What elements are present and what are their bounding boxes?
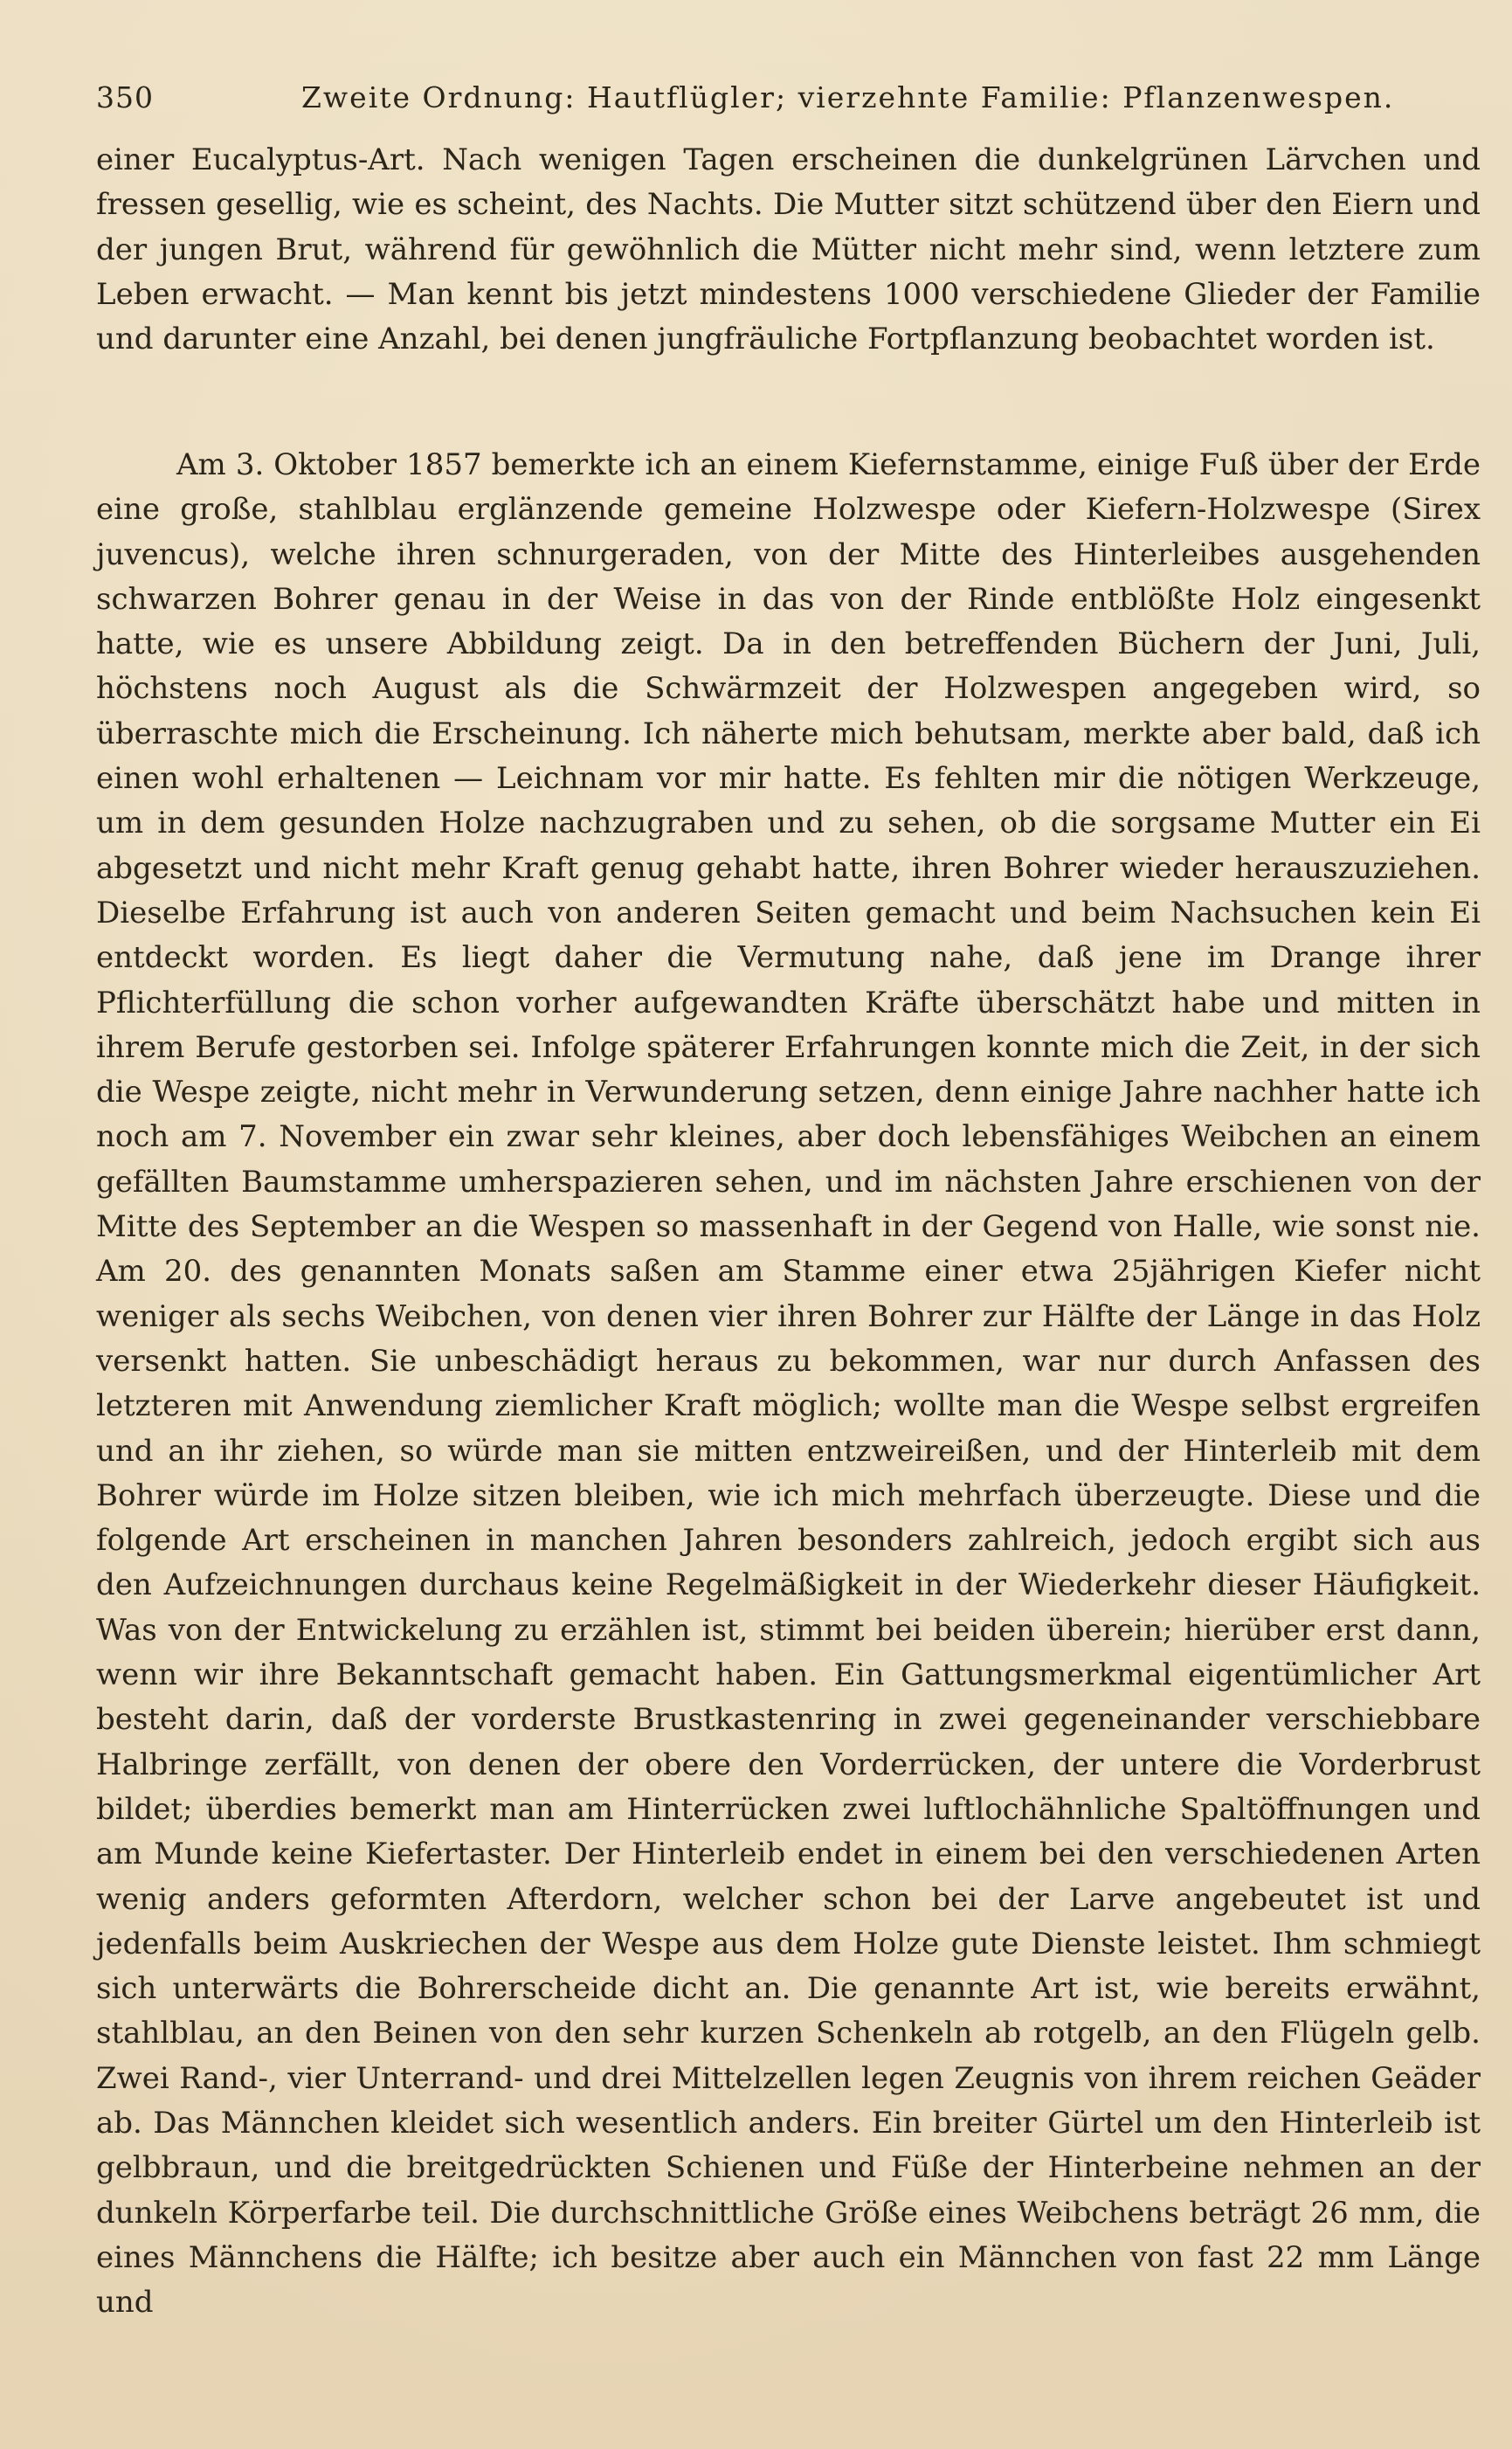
paragraph-continuation: einer Eucalyptus-Art. Nach wenigen Tagen erscheinen die dunkelgrünen Lärvchen und fressen gesellig, wie es scheint, des Nachts. Die Mutter sitzt schützend über den Eiern und der jungen Brut, während für gewöhnlich die Mütter nicht mehr sind, wenn letztere zum Leben erwacht. — Man kennt bis jetzt mindestens 1000 verschiedene Glieder der Familie und darunter eine Anzahl, bei denen jungfräuliche Fortpflanzung beobachtet worden ist. [96,142,1481,357]
paragraph-sirex-juvencus: Am 3. Oktober 1857 bemerkte ich an einem Kiefernstamme, einige Fuß über der Erde eine große, stahlblau erglänzende gemeine Holzwespe oder Kiefern-Holzwespe (Sirex juvencus), welche ihren schnurgeraden, von der Mitte des Hinterleibes ausgehenden schwarzen Bohrer genau in der Weise in das von der Rinde entblößte Holz eingesenkt hatte, wie es unsere Abbildung zeigt. Da in den betreffenden Büchern der Juni, Juli, höchstens noch August als die Schwärmzeit der Holzwespen angegeben wird, so überraschte mich die Erscheinung. Ich näherte mich behutsam, merkte aber bald, daß ich einen wohl erhaltenen — Leichnam vor mir hatte. Es fehlten mir die nötigen Werkzeuge, um in dem gesunden Holze nachzugraben und zu sehen, ob die sorgsame Mutter ein Ei abgesetzt und nicht mehr Kraft genug gehabt hatte, ihren Bohrer wieder herauszuziehen. Dieselbe Erfahrung ist auch von anderen Seiten gemacht und beim Nachsuchen kein Ei entdeckt worden. Es liegt daher die Vermutung nahe, daß jene im Drange ihrer Pflichterfüllung die schon vorher aufgewandten Kräfte überschätzt habe und mitten in ihrem Berufe gestorben sei. Infolge späterer Erfahrungen konnte mich die Zeit, in der sich die Wespe zeigte, nicht mehr in Verwunderung setzen, denn einige Jahre nachher hatte ich noch am 7. November ein zwar sehr kleines, aber doch lebensfähiges Weibchen an einem gefällten Baumstamme umherspazieren sehen, und im nächsten Jahre erschienen von der Mitte des September an die Wespen so massenhaft in der Gegend von Halle, wie sonst nie. Am 20. des genannten Monats saßen am Stamme einer etwa 25jährigen Kiefer nicht weniger als sechs Weibchen, von denen vier ihren Bohrer zur Hälfte der Länge in das Holz versenkt hatten. Sie unbeschädigt heraus zu bekommen, war nur durch Anfassen des letzteren mit Anwendung ziemlicher Kraft möglich; wollte man die Wespe selbst ergreifen und an ihr ziehen, so würde man sie mitten entzweireißen, und der Hinterleib mit dem Bohrer würde im Holze sitzen bleiben, wie ich mich mehrfach überzeugte. Diese und die folgende Art erscheinen in manchen Jahren besonders zahlreich, jedoch ergibt sich aus den Aufzeichnungen durchaus keine Regelmäßigkeit in der Wiederkehr dieser Häufigkeit. Was von der Entwickelung zu erzählen ist, stimmt bei beiden überein; hierüber erst dann, wenn wir ihre Bekanntschaft gemacht haben. Ein Gattungsmerkmal eigentümlicher Art besteht darin, daß der vorderste Brustkastenring in zwei gegeneinander verschiebbare Halbringe zerfällt, von denen der obere den Vorderrücken, der untere die Vorderbrust bildet; überdies bemerkt man am Hinterrücken zwei luftlochähnliche Spaltöffnungen und am Munde keine Kiefertaster. Der Hinterleib endet in einem bei den verschiedenen Arten wenig anders geformten Afterdorn, welcher schon bei der Larve angebeutet ist und jedenfalls beim Auskriechen der Wespe aus dem Holze gute Dienste leistet. Ihm schmiegt sich unterwärts die Bohrerscheide dicht an. Die genannte Art ist, wie bereits erwähnt, stahlblau, an den Beinen von den sehr kurzen Schenkeln ab rotgelb, an den Flügeln gelb. Zwei Rand-, vier Unterrand- und drei Mittelzellen legen Zeugnis von ihrem reichen Geäder ab. Das Männchen kleidet sich wesentlich anders. Ein breiter Gürtel um den Hinterleib ist gelbbraun, und die breitgedrückten Schienen und Füße der Hinterbeine nehmen an der dunkeln Körperfarbe teil. Die durchschnittliche Größe eines Weibchens beträgt 26 mm, die eines Männchens die Hälfte; ich besitze aber auch ein Männchen von fast 22 mm Länge und [96,447,1481,2321]
running-title: Zweite Ordnung: Hautflügler; vierzehnte Familie: Pflanzenwespen. [301,80,1395,114]
page-header [96,80,1481,115]
page-number: 350 [96,80,154,114]
